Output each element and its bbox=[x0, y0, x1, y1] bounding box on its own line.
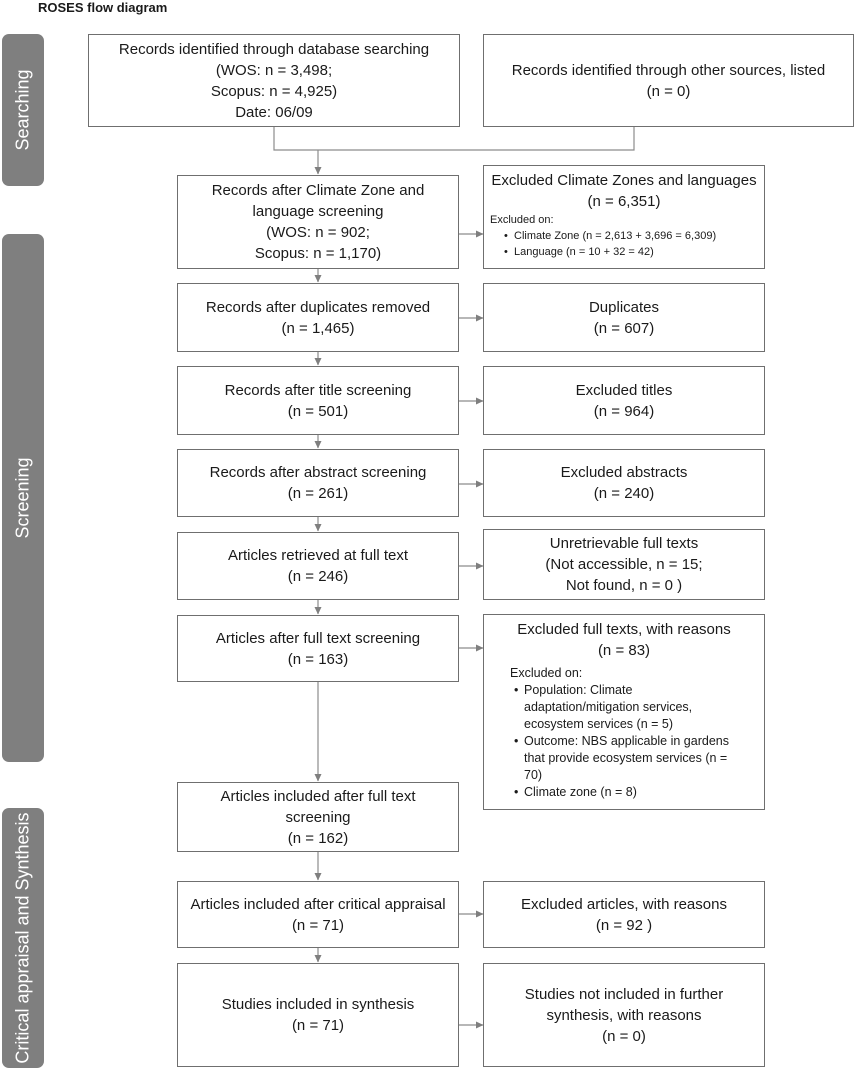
box-included-synthesis: Studies included in synthesis (n = 71) bbox=[177, 963, 459, 1067]
phase-label-screening: Screening bbox=[12, 457, 33, 539]
excluded-climate-heading: Excluded Climate Zones and languages bbox=[491, 172, 757, 189]
box-full-text-screening: Articles after full text screening (n = 163) bbox=[177, 615, 459, 682]
diagram-title: ROSES flow diagram bbox=[38, 0, 168, 15]
box-excluded-abstracts: Excluded abstracts (n = 240) bbox=[483, 449, 765, 517]
phase-label-appraisal: Critical appraisal and Synthesis bbox=[12, 812, 33, 1064]
list-item: • Language (n = 10 + 32 = 42) bbox=[502, 244, 758, 260]
box-critical-appraisal: Articles included after critical appraisal (n = 71) bbox=[177, 881, 459, 948]
box-retrieved-full-text: Articles retrieved at full text (n = 246) bbox=[177, 532, 459, 600]
list-item: • Outcome: NBS applicable in gardens that provide ecosystem services (n = 70) bbox=[512, 733, 758, 784]
phase-label-searching: Searching bbox=[12, 69, 33, 151]
excluded-full-heading: Excluded full texts, with reasons bbox=[517, 621, 731, 638]
box-title-screening: Records after title screening (n = 501) bbox=[177, 366, 459, 435]
box-abstract-screening: Records after abstract screening (n = 261) bbox=[177, 449, 459, 517]
box-excluded-full-texts bbox=[483, 614, 765, 810]
connector-merge bbox=[274, 127, 634, 150]
box-duplicates: Duplicates (n = 607) bbox=[483, 283, 765, 352]
excluded-full-count: (n = 83) bbox=[597, 642, 651, 659]
box-unretrievable: Unretrievable full texts (Not accessible, n = 15; Not found, n = 0 ) bbox=[483, 529, 765, 600]
excluded-climate-on: Excluded on: bbox=[490, 214, 554, 226]
list-item: • Climate Zone (n = 2,613 + 3,696 = 6,309) bbox=[502, 228, 758, 244]
box-database-search: Records identified through database searching (WOS: n = 3,498; Scopus: n = 4,925) Date: 06/09 bbox=[88, 34, 460, 127]
box-excluded-titles: Excluded titles (n = 964) bbox=[483, 366, 765, 435]
box-climate-screening: Records after Climate Zone and language screening (WOS: n = 902; Scopus: n = 1,170) bbox=[177, 175, 459, 269]
excluded-full-list bbox=[490, 682, 758, 801]
excluded-climate-list bbox=[490, 228, 758, 260]
box-included-after-full-text: Articles included after full text screening (n = 162) bbox=[177, 782, 459, 852]
box-excluded-climate bbox=[483, 165, 765, 269]
box-duplicates-removed: Records after duplicates removed (n = 1,465) bbox=[177, 283, 459, 352]
excluded-climate-count: (n = 6,351) bbox=[587, 193, 661, 210]
excluded-full-on: Excluded on: bbox=[510, 666, 583, 680]
box-other-sources: Records identified through other sources, listed (n = 0) bbox=[483, 34, 854, 127]
list-item: • Population: Climate adaptation/mitigation services, ecosystem services (n = 5) bbox=[512, 682, 758, 733]
list-item: • Climate zone (n = 8) bbox=[512, 784, 758, 801]
box-not-included-synthesis: Studies not included in further synthesis, with reasons (n = 0) bbox=[483, 963, 765, 1067]
box-excluded-articles: Excluded articles, with reasons (n = 92 ) bbox=[483, 881, 765, 948]
